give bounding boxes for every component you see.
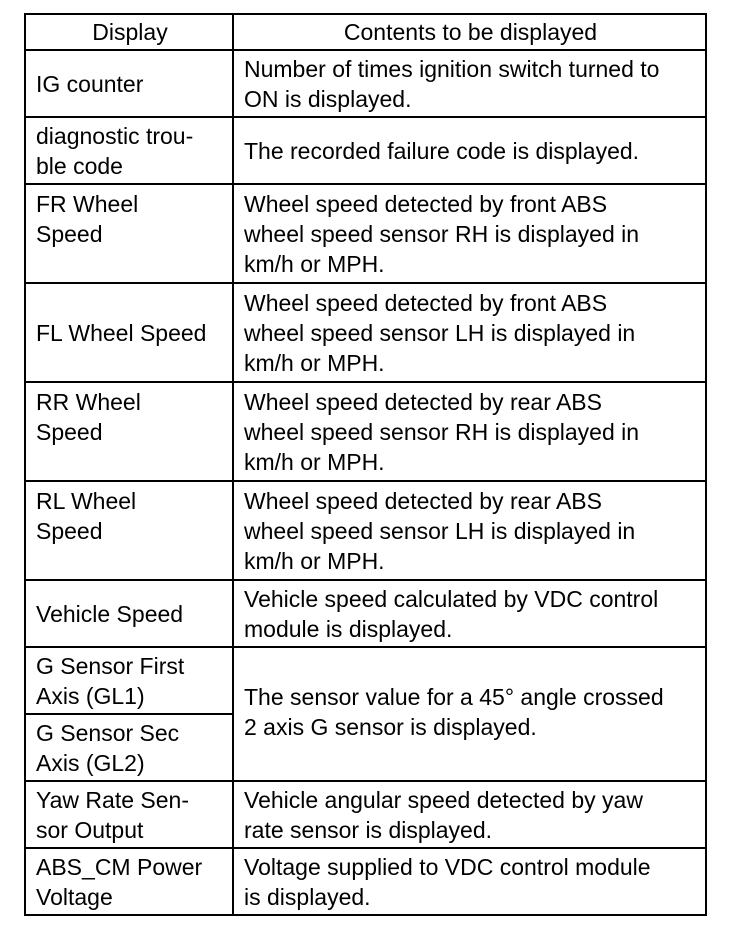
table-row xyxy=(25,50,706,117)
table-header-row xyxy=(25,14,706,50)
display-cell: FL Wheel Speed xyxy=(25,283,233,382)
display-cell: ABS_CM Power Voltage xyxy=(25,848,233,915)
table-row xyxy=(25,647,706,714)
table-row xyxy=(25,184,706,283)
contents-cell: The sensor value for a 45° angle crossed 2 axis G sensor is displayed. xyxy=(233,647,706,781)
contents-cell: Wheel speed detected by front ABS wheel speed sensor RH is displayed in km/h or MPH. xyxy=(233,184,706,283)
contents-cell: Number of times ignition switch turned to ON is displayed. xyxy=(233,50,706,117)
display-cell: FR Wheel Speed xyxy=(25,184,233,283)
table-row xyxy=(25,382,706,481)
display-cell: Yaw Rate Sen- sor Output xyxy=(25,781,233,848)
display-contents-table xyxy=(24,13,707,916)
table-row xyxy=(25,283,706,382)
contents-cell: Wheel speed detected by front ABS wheel speed sensor LH is displayed in km/h or MPH. xyxy=(233,283,706,382)
contents-cell: Wheel speed detected by rear ABS wheel speed sensor RH is displayed in km/h or MPH. xyxy=(233,382,706,481)
table-row xyxy=(25,848,706,915)
contents-cell: Wheel speed detected by rear ABS wheel speed sensor LH is displayed in km/h or MPH. xyxy=(233,481,706,580)
display-cell: G Sensor First Axis (GL1) xyxy=(25,647,233,714)
display-cell: diagnostic trou- ble code xyxy=(25,117,233,184)
contents-cell: Voltage supplied to VDC control module is displayed. xyxy=(233,848,706,915)
display-cell: RL Wheel Speed xyxy=(25,481,233,580)
header-contents: Contents to be displayed xyxy=(233,14,706,50)
table-row xyxy=(25,580,706,647)
display-cell: RR Wheel Speed xyxy=(25,382,233,481)
contents-cell: Vehicle angular speed detected by yaw rate sensor is displayed. xyxy=(233,781,706,848)
display-cell: IG counter xyxy=(25,50,233,117)
contents-cell: The recorded failure code is displayed. xyxy=(233,117,706,184)
header-display: Display xyxy=(25,14,233,50)
table-row xyxy=(25,781,706,848)
display-cell: Vehicle Speed xyxy=(25,580,233,647)
table-row xyxy=(25,117,706,184)
table-row xyxy=(25,481,706,580)
display-cell: G Sensor Sec Axis (GL2) xyxy=(25,714,233,781)
contents-cell: Vehicle speed calculated by VDC control module is displayed. xyxy=(233,580,706,647)
